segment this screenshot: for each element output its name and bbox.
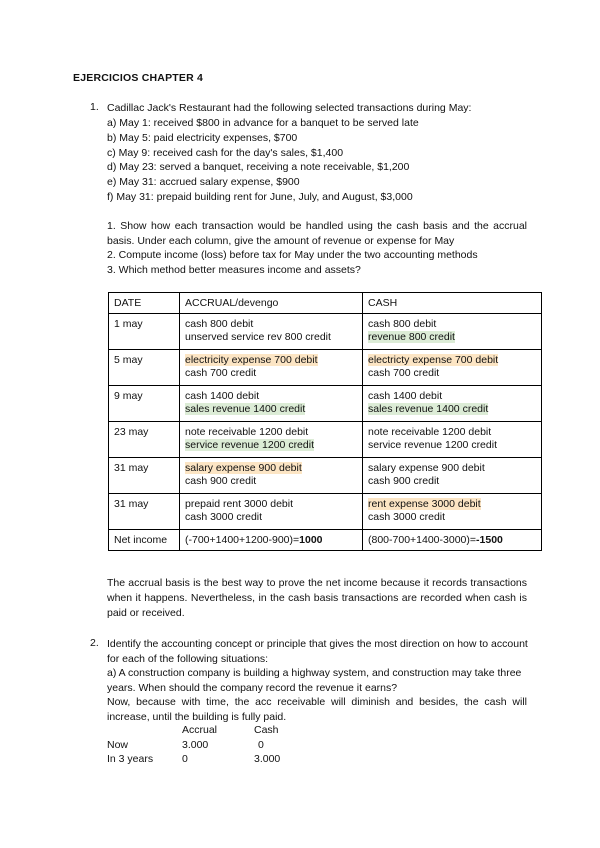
header-accrual: ACCRUAL/devengo — [180, 293, 363, 314]
cash-cell — [363, 350, 542, 386]
transaction-f: f) May 31: prepaid building rent for June, July, and August, $3,000 — [107, 191, 413, 203]
cash-line: salary expense 900 debit — [368, 462, 485, 474]
question-1-intro: Cadillac Jack's Restaurant had the following selected transactions during May: — [107, 102, 472, 114]
task-2: 2. Compute income (loss) before tax for May under the two accounting methods — [107, 249, 478, 261]
header-date: DATE — [109, 293, 180, 314]
question-2-number: 2. — [90, 637, 99, 649]
table-row — [109, 494, 542, 530]
accrual-cell — [180, 458, 363, 494]
mini-row-cash: 3.000 — [254, 753, 281, 765]
accrual-line: cash 3000 credit — [185, 511, 263, 523]
accrual-line-highlight: electricity expense 700 debit — [185, 354, 318, 366]
table-row — [109, 458, 542, 494]
net-income-accrual-formula: (-700+1400+1200-900)= — [185, 534, 300, 546]
accrual-line: cash 700 credit — [185, 367, 257, 379]
accrual-cell — [180, 494, 363, 530]
cash-line-highlight: electricty expense 700 debit — [368, 354, 499, 366]
cash-line: cash 1400 debit — [368, 390, 443, 402]
task-1: 1. Show how each transaction would be handled using the cash basis and the accrual basis. Under each column, give the amount of revenue or expense for May — [107, 220, 527, 247]
mini-row-label: In 3 years — [107, 753, 154, 765]
net-income-cash-result: -1500 — [476, 534, 503, 546]
document-heading: EJERCICIOS CHAPTER 4 — [73, 72, 204, 84]
transaction-b: b) May 5: paid electricity expenses, $700 — [107, 132, 298, 144]
task-3: 3. Which method better measures income and assets? — [107, 264, 361, 276]
table-row — [109, 386, 542, 422]
cash-line: cash 3000 credit — [368, 511, 446, 523]
net-income-cash — [363, 530, 542, 551]
transaction-a: a) May 1: received $800 in advance for a banquet to be served late — [107, 117, 419, 129]
net-income-accrual-result: 1000 — [299, 534, 323, 546]
transaction-e: e) May 31: accrued salary expense, $900 — [107, 176, 300, 188]
table-row — [109, 422, 542, 458]
accrual-cell — [180, 350, 363, 386]
cash-cell — [363, 386, 542, 422]
mini-row-label: Now — [107, 739, 129, 751]
accrual-line: cash 900 credit — [185, 475, 257, 487]
mini-header-cash: Cash — [254, 724, 279, 736]
row-date: 9 may — [109, 386, 180, 422]
transaction-d: d) May 23: served a banquet, receiving a note receivable, $1,200 — [107, 161, 410, 173]
accrual-line: cash 1400 debit — [185, 390, 260, 402]
table-row — [109, 314, 542, 350]
row-date: 5 may — [109, 350, 180, 386]
conclusion-paragraph: The accrual basis is the best way to prove the net income because it records transactions when it happens. Nevertheless, in the cash basis transactions are recorded when cash is paid or received. — [107, 577, 527, 619]
accounting-table — [108, 292, 542, 551]
mini-row-cash: 0 — [258, 739, 264, 751]
mini-row-accrual: 3.000 — [182, 739, 209, 751]
cash-line: cash 800 debit — [368, 318, 437, 330]
accrual-line-highlight: service revenue 1200 credit — [185, 439, 314, 451]
row-date: 1 may — [109, 314, 180, 350]
mini-header-accrual: Accrual — [182, 724, 218, 736]
accrual-line: note receivable 1200 debit — [185, 426, 309, 438]
question-2-intro: Identify the accounting concept or principle that gives the most direction on how to account for each of the following situations: — [107, 638, 528, 665]
cash-line: service revenue 1200 credit — [368, 439, 497, 451]
cash-cell — [363, 314, 542, 350]
row-date: 31 may — [109, 458, 180, 494]
cash-cell — [363, 494, 542, 530]
table-header-row — [109, 293, 542, 314]
accrual-line: unserved service rev 800 credit — [185, 331, 331, 343]
net-income-row — [109, 530, 542, 551]
accrual-cell — [180, 422, 363, 458]
cash-cell — [363, 458, 542, 494]
row-date: 23 may — [109, 422, 180, 458]
header-cash: CASH — [363, 293, 542, 314]
accrual-cell — [180, 314, 363, 350]
question-2-answer: Now, because with time, the acc receivable will diminish and besides, the cash will increase, until the building is fully paid. — [107, 696, 527, 723]
question-2-part-a: a) A construction company is building a highway system, and construction may take three years. When should the company record the revenue it earns? — [107, 667, 522, 694]
cash-line: cash 900 credit — [368, 475, 440, 487]
cash-cell — [363, 422, 542, 458]
net-income-accrual — [180, 530, 363, 551]
accrual-line: prepaid rent 3000 debit — [185, 498, 293, 510]
cash-line-highlight: rent expense 3000 debit — [368, 498, 481, 510]
accrual-line: cash 800 debit — [185, 318, 254, 330]
accrual-cell — [180, 386, 363, 422]
net-income-cash-formula: (800-700+1400-3000)= — [368, 534, 477, 546]
accrual-line-highlight: sales revenue 1400 credit — [185, 403, 306, 415]
cash-line: cash 700 credit — [368, 367, 440, 379]
cash-line-highlight: revenue 800 credit — [368, 331, 455, 343]
transaction-c: c) May 9: received cash for the day's sales, $1,400 — [107, 147, 344, 159]
cash-line: note receivable 1200 debit — [368, 426, 492, 438]
accrual-line-highlight: salary expense 900 debit — [185, 462, 302, 474]
table-row — [109, 350, 542, 386]
question-1-number: 1. — [90, 101, 99, 113]
cash-line-highlight: sales revenue 1400 credit — [368, 403, 489, 415]
net-income-label: Net income — [109, 530, 180, 551]
row-date: 31 may — [109, 494, 180, 530]
mini-row-accrual: 0 — [182, 753, 188, 765]
